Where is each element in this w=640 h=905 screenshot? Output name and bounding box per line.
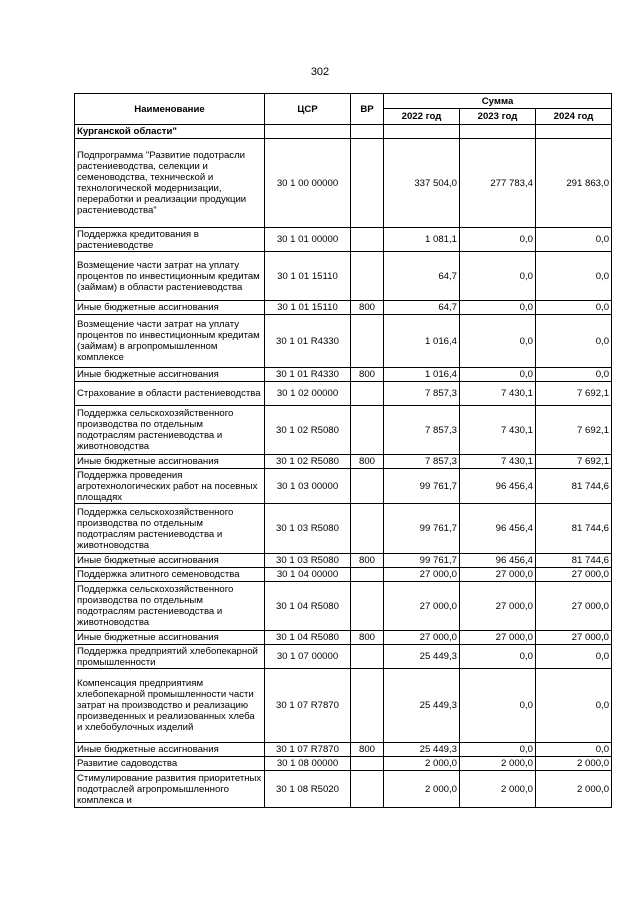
row-2023-cell: 0,0 <box>460 669 536 743</box>
row-2022-cell: 1 016,4 <box>384 368 460 382</box>
row-2024-cell: 2 000,0 <box>536 757 612 771</box>
table-row <box>75 455 612 469</box>
row-csr-cell: 30 1 00 00000 <box>265 139 351 228</box>
row-2023-cell: 96 456,4 <box>460 554 536 568</box>
table-row <box>75 301 612 315</box>
row-name-cell: Иные бюджетные ассигнования <box>75 743 265 757</box>
table-row <box>75 771 612 808</box>
column-header-vr: ВР <box>351 94 384 125</box>
row-2024-cell: 7 692,1 <box>536 455 612 469</box>
table-row <box>75 757 612 771</box>
row-name-cell: Иные бюджетные ассигнования <box>75 301 265 315</box>
row-name-cell: Иные бюджетные ассигнования <box>75 554 265 568</box>
row-csr-cell: 30 1 04 R5080 <box>265 631 351 645</box>
table-row <box>75 406 612 455</box>
row-csr-cell: 30 1 01 R4330 <box>265 315 351 368</box>
row-2024-cell: 291 863,0 <box>536 139 612 228</box>
table-row <box>75 669 612 743</box>
row-2023-cell: 7 430,1 <box>460 406 536 455</box>
row-2023-cell: 0,0 <box>460 228 536 252</box>
row-2023-cell: 277 783,4 <box>460 139 536 228</box>
table-row <box>75 125 612 139</box>
row-vr-cell <box>351 382 384 406</box>
row-2023-cell: 7 430,1 <box>460 455 536 469</box>
row-2022-cell: 25 449,3 <box>384 669 460 743</box>
row-vr-cell <box>351 757 384 771</box>
row-csr-cell: 30 1 08 R5020 <box>265 771 351 808</box>
row-2024-cell: 27 000,0 <box>536 582 612 631</box>
table-body <box>75 125 612 808</box>
table-row <box>75 582 612 631</box>
row-vr-cell <box>351 582 384 631</box>
row-csr-cell: 30 1 01 15110 <box>265 252 351 301</box>
row-name-cell: Подпрограмма "Развитие подотрасли растениеводства, селекции и семеноводства, технической и технологической модернизации, переработки и реализации продукции растениеводства" <box>75 139 265 228</box>
row-csr-cell: 30 1 01 15110 <box>265 301 351 315</box>
row-vr-cell: 800 <box>351 368 384 382</box>
page-number: 302 <box>310 66 330 78</box>
row-vr-cell: 800 <box>351 631 384 645</box>
row-vr-cell <box>351 252 384 301</box>
row-vr-cell <box>351 139 384 228</box>
row-2024-cell: 0,0 <box>536 315 612 368</box>
row-2023-cell: 7 430,1 <box>460 382 536 406</box>
table-row <box>75 554 612 568</box>
table-row <box>75 504 612 554</box>
row-csr-cell: 30 1 04 R5080 <box>265 582 351 631</box>
row-csr-cell: 30 1 01 R4330 <box>265 368 351 382</box>
table-row <box>75 228 612 252</box>
row-2022-cell: 1 016,4 <box>384 315 460 368</box>
row-2024-cell: 7 692,1 <box>536 406 612 455</box>
row-name-cell: Возмещение части затрат на уплату процентов по инвестиционным кредитам (займам) в агропромышленном комплексе <box>75 315 265 368</box>
row-2023-cell: 27 000,0 <box>460 582 536 631</box>
row-name-cell: Компенсация предприятиям хлебопекарной промышленности части затрат на производство и реализацию произведенных и реализованных хлеба и хлебобулочных изделий <box>75 669 265 743</box>
row-2024-cell: 81 744,6 <box>536 554 612 568</box>
row-2022-cell: 64,7 <box>384 301 460 315</box>
row-2024-cell: 0,0 <box>536 669 612 743</box>
row-vr-cell <box>351 315 384 368</box>
row-name-cell: Поддержка сельскохозяйственного производства по отдельным подотраслям растениеводства и животноводства <box>75 406 265 455</box>
row-name-cell: Поддержка предприятий хлебопекарной промышленности <box>75 645 265 669</box>
row-vr-cell: 800 <box>351 743 384 757</box>
row-2024-cell: 0,0 <box>536 368 612 382</box>
row-2024-cell: 0,0 <box>536 228 612 252</box>
row-name-cell: Поддержка кредитования в растениеводстве <box>75 228 265 252</box>
table-row <box>75 382 612 406</box>
table-row <box>75 252 612 301</box>
row-2024-cell: 27 000,0 <box>536 568 612 582</box>
table-row <box>75 568 612 582</box>
table-row <box>75 368 612 382</box>
table-row <box>75 631 612 645</box>
row-vr-cell: 800 <box>351 301 384 315</box>
row-2022-cell: 7 857,3 <box>384 455 460 469</box>
row-name-cell: Иные бюджетные ассигнования <box>75 631 265 645</box>
row-vr-cell: 800 <box>351 554 384 568</box>
row-name-cell: Поддержка элитного семеноводства <box>75 568 265 582</box>
column-header-csr: ЦСР <box>265 94 351 125</box>
table-row <box>75 743 612 757</box>
column-header-name: Наименование <box>75 94 265 125</box>
row-2022-cell: 64,7 <box>384 252 460 301</box>
row-csr-cell: 30 1 04 00000 <box>265 568 351 582</box>
row-csr-cell: 30 1 03 00000 <box>265 469 351 504</box>
row-2023-cell: 0,0 <box>460 743 536 757</box>
row-vr-cell <box>351 568 384 582</box>
row-2023-cell: 2 000,0 <box>460 757 536 771</box>
row-vr-cell <box>351 406 384 455</box>
row-name-cell: Поддержка сельскохозяйственного производства по отдельным подотраслям растениеводства и животноводства <box>75 582 265 631</box>
row-name-cell: Стимулирование развития приоритетных подотраслей агропромышленного комплекса и <box>75 771 265 808</box>
column-header-sum: Сумма <box>384 94 612 109</box>
row-2024-cell: 2 000,0 <box>536 771 612 808</box>
row-2022-cell <box>384 125 460 139</box>
row-name-cell: Возмещение части затрат на уплату процентов по инвестиционным кредитам (займам) в области растениеводства <box>75 252 265 301</box>
row-vr-cell: 800 <box>351 455 384 469</box>
row-2023-cell: 96 456,4 <box>460 504 536 554</box>
row-2022-cell: 25 449,3 <box>384 645 460 669</box>
row-name-cell: Поддержка проведения агротехнологических работ на посевных площадях <box>75 469 265 504</box>
row-name-cell: Поддержка сельскохозяйственного производства по отдельным подотраслям растениеводства и животноводства <box>75 504 265 554</box>
row-2024-cell <box>536 125 612 139</box>
row-2022-cell: 2 000,0 <box>384 757 460 771</box>
row-2022-cell: 337 504,0 <box>384 139 460 228</box>
row-csr-cell: 30 1 02 00000 <box>265 382 351 406</box>
row-2024-cell: 7 692,1 <box>536 382 612 406</box>
column-header-2023: 2023 год <box>460 109 536 125</box>
row-vr-cell <box>351 469 384 504</box>
row-2023-cell: 0,0 <box>460 315 536 368</box>
row-2022-cell: 27 000,0 <box>384 568 460 582</box>
row-2023-cell: 0,0 <box>460 645 536 669</box>
row-csr-cell <box>265 125 351 139</box>
row-2022-cell: 2 000,0 <box>384 771 460 808</box>
row-2023-cell: 0,0 <box>460 368 536 382</box>
row-csr-cell: 30 1 07 R7870 <box>265 743 351 757</box>
row-2024-cell: 81 744,6 <box>536 469 612 504</box>
row-name-cell: Иные бюджетные ассигнования <box>75 455 265 469</box>
row-csr-cell: 30 1 08 00000 <box>265 757 351 771</box>
row-2022-cell: 25 449,3 <box>384 743 460 757</box>
column-header-2022: 2022 год <box>384 109 460 125</box>
row-2022-cell: 7 857,3 <box>384 406 460 455</box>
row-csr-cell: 30 1 02 R5080 <box>265 455 351 469</box>
row-name-cell: Курганской области" <box>75 125 265 139</box>
column-header-2024: 2024 год <box>536 109 612 125</box>
row-name-cell: Иные бюджетные ассигнования <box>75 368 265 382</box>
row-2024-cell: 0,0 <box>536 645 612 669</box>
row-2024-cell: 81 744,6 <box>536 504 612 554</box>
row-2022-cell: 7 857,3 <box>384 382 460 406</box>
row-2023-cell: 2 000,0 <box>460 771 536 808</box>
row-2022-cell: 27 000,0 <box>384 631 460 645</box>
table-row <box>75 139 612 228</box>
row-2023-cell: 0,0 <box>460 252 536 301</box>
row-2024-cell: 0,0 <box>536 743 612 757</box>
row-2022-cell: 27 000,0 <box>384 582 460 631</box>
row-2022-cell: 99 761,7 <box>384 469 460 504</box>
row-csr-cell: 30 1 01 00000 <box>265 228 351 252</box>
table-row <box>75 315 612 368</box>
row-vr-cell <box>351 771 384 808</box>
row-name-cell: Развитие садоводства <box>75 757 265 771</box>
row-2023-cell <box>460 125 536 139</box>
row-2022-cell: 1 081,1 <box>384 228 460 252</box>
row-vr-cell <box>351 125 384 139</box>
row-vr-cell <box>351 504 384 554</box>
row-vr-cell <box>351 669 384 743</box>
row-2023-cell: 27 000,0 <box>460 568 536 582</box>
row-csr-cell: 30 1 07 R7870 <box>265 669 351 743</box>
row-2024-cell: 0,0 <box>536 301 612 315</box>
row-2023-cell: 0,0 <box>460 301 536 315</box>
table-row <box>75 469 612 504</box>
table-row <box>75 645 612 669</box>
row-2024-cell: 27 000,0 <box>536 631 612 645</box>
row-2023-cell: 27 000,0 <box>460 631 536 645</box>
row-vr-cell <box>351 228 384 252</box>
row-2022-cell: 99 761,7 <box>384 554 460 568</box>
row-2023-cell: 96 456,4 <box>460 469 536 504</box>
row-2024-cell: 0,0 <box>536 252 612 301</box>
row-vr-cell <box>351 645 384 669</box>
budget-table <box>74 93 612 808</box>
row-csr-cell: 30 1 02 R5080 <box>265 406 351 455</box>
row-2022-cell: 99 761,7 <box>384 504 460 554</box>
row-name-cell: Страхование в области растениеводства <box>75 382 265 406</box>
row-csr-cell: 30 1 07 00000 <box>265 645 351 669</box>
row-csr-cell: 30 1 03 R5080 <box>265 554 351 568</box>
row-csr-cell: 30 1 03 R5080 <box>265 504 351 554</box>
